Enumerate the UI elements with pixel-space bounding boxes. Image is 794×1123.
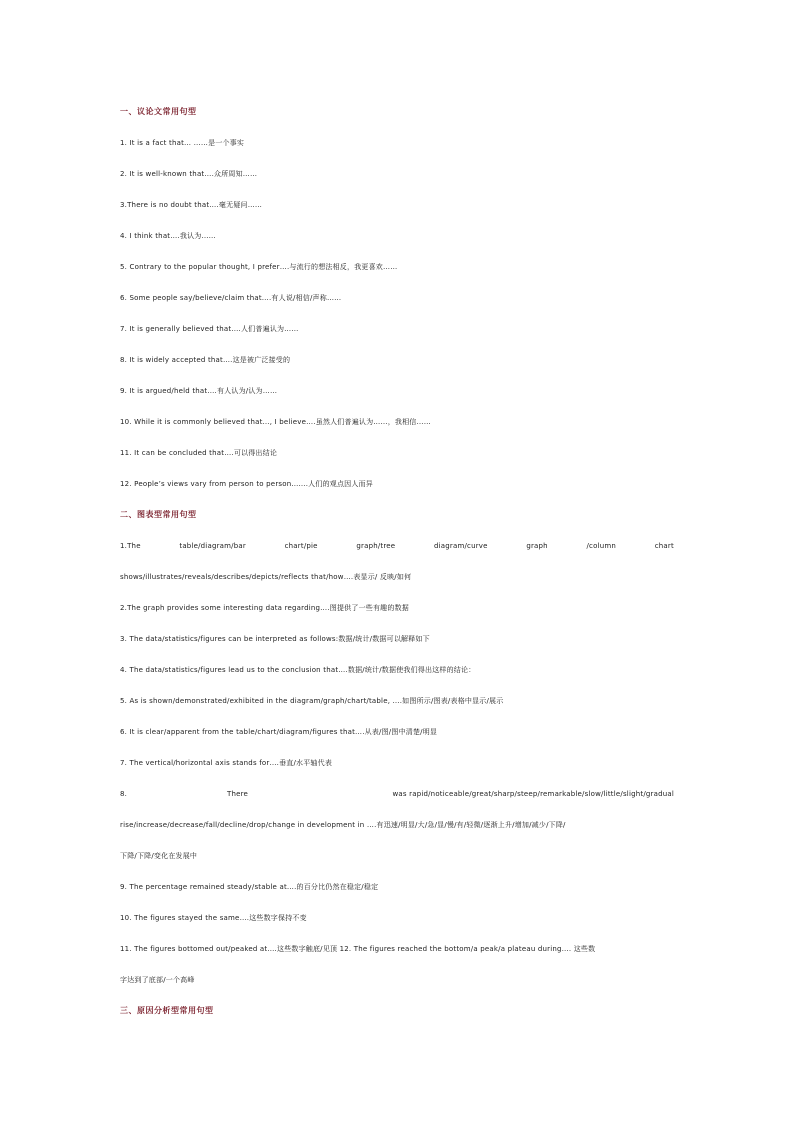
- list-item: 1. It is a fact that… ……是一个事实: [120, 139, 245, 147]
- document-content: [120, 107, 674, 1016]
- list-item: 3.There is no doubt that….毫无疑问……: [120, 201, 263, 209]
- list-item: 4. The data/statistics/figures lead us to the conclusion that….数据/统计/数据使我们得出这样的结论：: [120, 666, 476, 674]
- word: table/diagram/bar: [179, 542, 246, 550]
- word: 1.The: [120, 542, 141, 550]
- word: graph/tree: [356, 542, 396, 550]
- list-item: 11. The figures bottomed out/peaked at….这些数字触底/见顶 12. The figures reached the bottom/a peak/a plateau during…. 这些数: [120, 945, 596, 953]
- section-heading-argumentative: 一、议论文常用句型: [120, 107, 197, 116]
- list-item-justified: [120, 541, 674, 551]
- list-item-justified: [120, 789, 674, 799]
- word: was rapid/noticeable/great/sharp/steep/remarkable/slow/little/slight/gradual: [392, 790, 674, 798]
- list-item: 3. The data/statistics/figures can be interpreted as follows:数据/统计/数据可以解释如下: [120, 635, 430, 643]
- section-heading-chart: 二、图表型常用句型: [120, 510, 197, 519]
- word: diagram/curve: [433, 542, 488, 550]
- list-item-continuation: shows/illustrates/reveals/describes/depicts/reflects that/how….表显示/ 反映/如何: [120, 573, 412, 581]
- word: /column: [586, 542, 617, 550]
- list-item: 10. The figures stayed the same….这些数字保持不变: [120, 914, 307, 922]
- list-item: 8. It is widely accepted that….这是被广泛接受的: [120, 356, 291, 364]
- list-item: 12. People’s views vary from person to person…….人们的观点因人而异: [120, 480, 373, 488]
- list-item: 9. The percentage remained steady/stable at….的百分比仍然在稳定/稳定: [120, 883, 379, 891]
- word: 8.: [120, 790, 128, 798]
- word: chart/pie: [284, 542, 318, 550]
- list-item: 9. It is argued/held that….有人认为/认为……: [120, 387, 278, 395]
- list-item-continuation: 下降/下降/变化在发展中: [120, 852, 198, 860]
- list-item-continuation: 字达到了底部/一个高峰: [120, 976, 195, 984]
- list-item: 11. It can be concluded that….可以得出结论: [120, 449, 278, 457]
- word: chart: [654, 542, 674, 550]
- list-item: 7. It is generally believed that….人们普遍认为……: [120, 325, 299, 333]
- list-item: 10. While it is commonly believed that…, I believe….虽然人们普遍认为……，我相信……: [120, 418, 431, 426]
- list-item: 2.The graph provides some interesting data regarding….图提供了一些有趣的数据: [120, 604, 409, 612]
- list-item-continuation: rise/increase/decrease/fall/decline/drop/change in development in ….有迅速/明显/大/急/显/慢/有/轻微/逐渐上升/增加/减少/下降/: [120, 821, 566, 829]
- list-item: 7. The vertical/horizontal axis stands for….垂直/水平轴代表: [120, 759, 333, 767]
- word: graph: [526, 542, 548, 550]
- section-heading-cause-analysis: 三、原因分析型常用句型: [120, 1006, 214, 1015]
- list-item: 6. Some people say/believe/claim that….有人说/相信/声称……: [120, 294, 342, 302]
- list-item: 5. As is shown/demonstrated/exhibited in the diagram/graph/chart/table, ….如图所示/图表/表格中显示/展示: [120, 697, 504, 705]
- list-item: 2. It is well-known that….众所周知……: [120, 170, 258, 178]
- word: There: [227, 790, 249, 798]
- list-item: 4. I think that….我认为……: [120, 232, 216, 240]
- list-item: 5. Contrary to the popular thought, I prefer….与流行的想法相反，我更喜欢……: [120, 263, 398, 271]
- list-item: 6. It is clear/apparent from the table/chart/diagram/figures that….从表/图/图中清楚/明显: [120, 728, 438, 736]
